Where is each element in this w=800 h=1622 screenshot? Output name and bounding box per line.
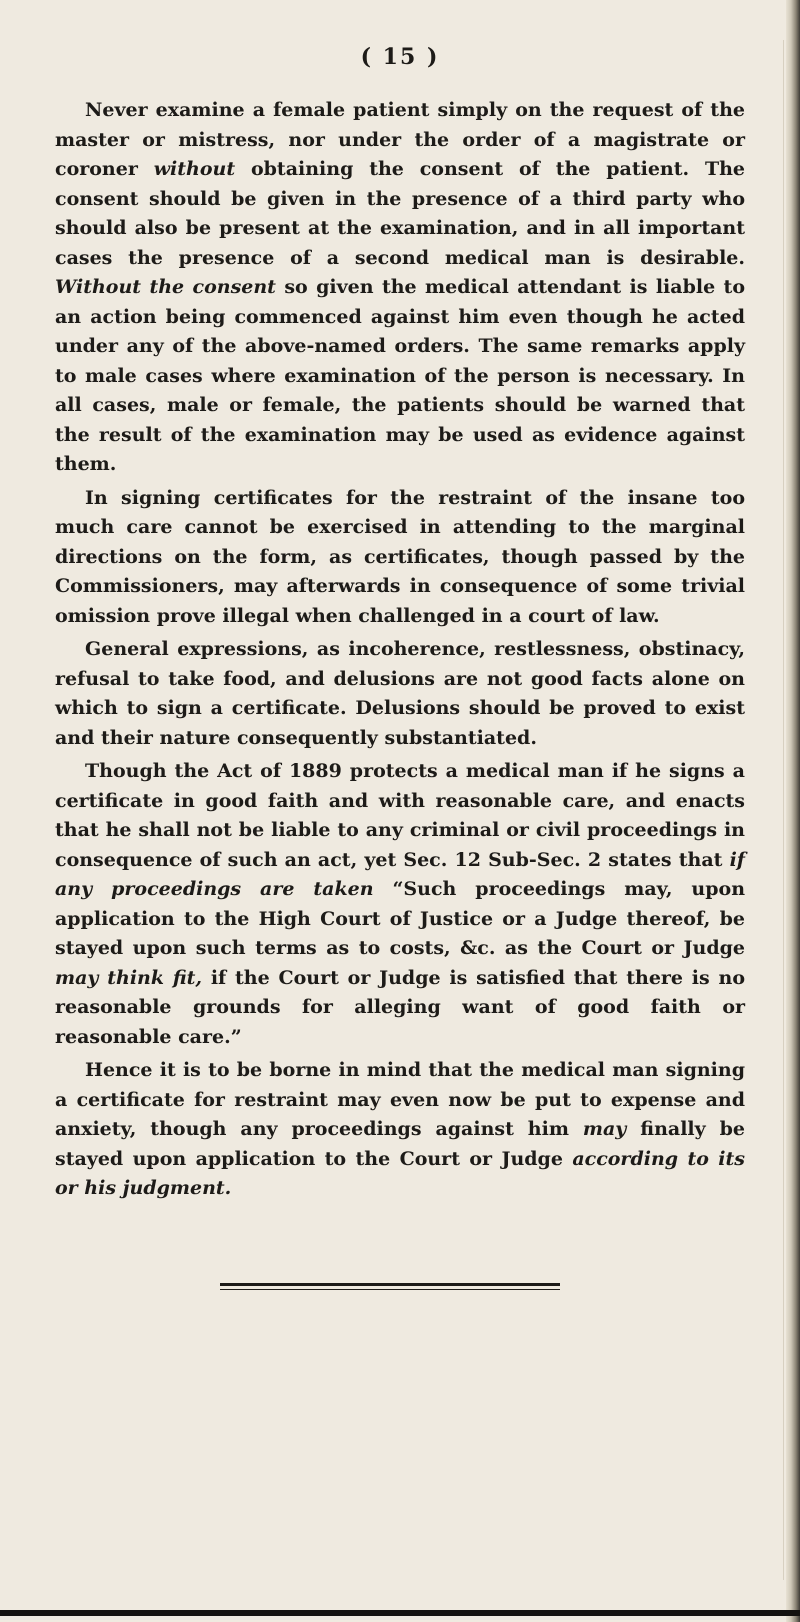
text-run: “Such proceedings may, upon application to the High Court of Justice or a Judge thereof, be stayed upon such terms as to costs, &c. as the Court or Judge <box>55 878 746 959</box>
paragraph-3 <box>55 635 745 753</box>
italic-run: if any proceedings are taken <box>55 848 745 900</box>
text-run: so given the medical attendant is liable to an action being commenced against him even though he acted under any of the above-named orders. The same remarks apply to male cases where examination of the person is necessary. In all cases, male or female, the patients should be warned that the result of the examination may be used as evidence against them. <box>55 276 746 475</box>
body-text <box>55 96 745 1208</box>
italic-run: Without the consent <box>55 276 276 298</box>
thin-rule <box>220 1289 560 1290</box>
paragraph-1 <box>55 96 745 480</box>
text-run: In signing certificates for the restraint of the insane too much care cannot be exercised in attending to the marginal directions on the form, as certificates, though passed by the Commissioners, may afterwards in consequence of some trivial omission prove illegal when challenged in a court of law. <box>55 486 745 627</box>
paragraph-2 <box>55 484 745 632</box>
page-number: ( 15 ) <box>360 44 440 70</box>
bottom-edge-rule <box>0 1610 800 1616</box>
italic-run: without <box>153 158 236 180</box>
italic-run: according to its or his judgment. <box>55 1147 745 1199</box>
text-run: Hence it is to be borne in mind that the medical man signing a certificate for restraint may even now be put to expense and anxiety, though any proceedings against him <box>55 1059 745 1140</box>
end-of-section-rule <box>220 1283 560 1290</box>
text-run: obtaining the consent of the patient. The consent should be given in the presence of a third party who should also be present at the examination, and in all important cases the presence of a second medical man is desirable. <box>55 158 745 269</box>
thick-rule <box>220 1283 560 1286</box>
italic-run: may <box>582 1118 627 1140</box>
paragraph-5 <box>55 1056 745 1204</box>
page-edge-line <box>783 40 784 1580</box>
text-run: if the Court or Judge is satisfied that there is no reasonable grounds for alleging want of good faith or reasonable care.” <box>55 966 745 1048</box>
page-binding-edge <box>786 0 800 1622</box>
text-run: finally be stayed upon application to the Court or Judge <box>55 1118 745 1170</box>
paragraph-4 <box>55 757 745 1052</box>
text-run: Though the Act of 1889 protects a medical man if he signs a certificate in good faith and with reasonable care, and enacts that he shall not be liable to any criminal or civil proceedings in consequence of such an act, yet Sec. 12 Sub-Sec. 2 states that <box>55 760 745 871</box>
text-run: General expressions, as incoherence, restlessness, obstinacy, refusal to take food, and delusions are not good facts alone on which to sign a certificate. Delusions should be proved to exist and their nature consequently substantiated. <box>55 638 745 749</box>
text-run: Never examine a female patient simply on the request of the master or mistress, nor under the order of a magistrate or coroner <box>55 99 745 180</box>
italic-run: may think fit, <box>55 966 203 989</box>
